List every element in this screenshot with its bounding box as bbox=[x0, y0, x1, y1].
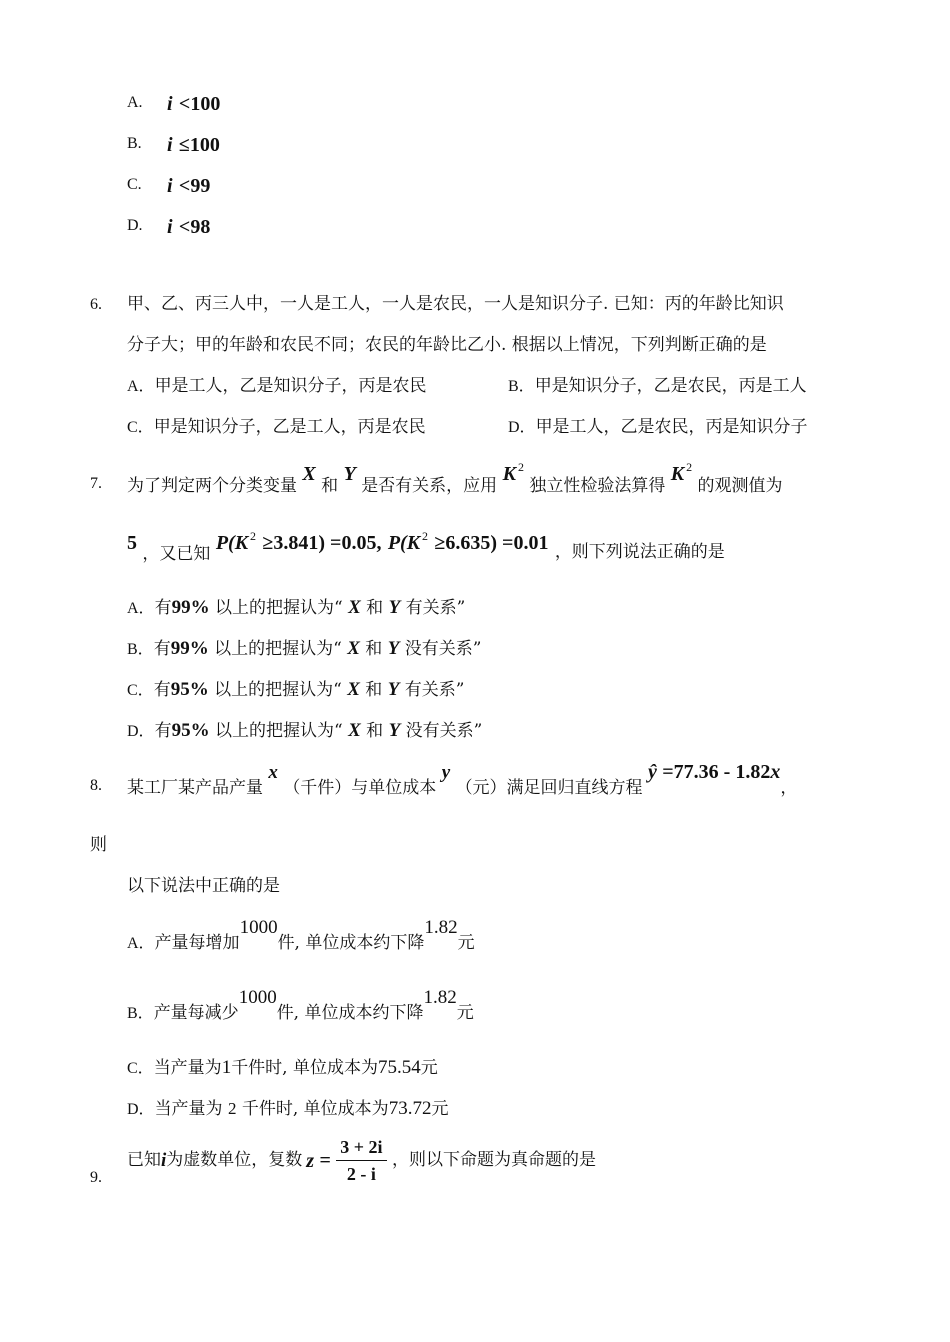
option-text: 有 bbox=[154, 721, 172, 741]
math-val: 1 bbox=[221, 1057, 232, 1078]
math-var: ŷ bbox=[647, 761, 657, 783]
option-text: 和 bbox=[365, 680, 383, 700]
q5-option-a bbox=[127, 94, 143, 111]
fraction-denominator: 2 - i bbox=[346, 1164, 376, 1184]
math-var: K bbox=[502, 463, 516, 485]
option-label: A． bbox=[127, 378, 155, 395]
math-sup: 2 bbox=[686, 460, 693, 474]
math-val: 99% bbox=[170, 638, 209, 659]
math-var: P( bbox=[215, 532, 235, 554]
q6-option-d bbox=[508, 419, 808, 436]
math-val: 2 bbox=[227, 1099, 237, 1118]
q5-option-d-expr bbox=[167, 216, 210, 237]
math-var: P( bbox=[387, 532, 407, 554]
q5-option-c bbox=[127, 176, 142, 193]
text: 独立性检验法算得 bbox=[529, 476, 666, 496]
option-text: 有 bbox=[153, 680, 171, 700]
math-val: 100 bbox=[190, 93, 221, 115]
math-var: x bbox=[268, 762, 278, 783]
q7-option-c bbox=[127, 680, 464, 699]
q7-stem-line2 bbox=[127, 529, 725, 564]
option-label: A． bbox=[127, 935, 155, 952]
option-label: D． bbox=[508, 419, 536, 436]
option-text: 和 bbox=[366, 598, 384, 618]
text: 为虚数单位，复数 bbox=[166, 1150, 303, 1170]
option-text: 以上的把握认为“ bbox=[214, 639, 342, 659]
math-var: i bbox=[167, 216, 173, 238]
math-val: =77.36 - 1.82 bbox=[662, 761, 771, 783]
option-label: C． bbox=[127, 419, 154, 436]
option-text: 甲是知识分子，乙是农民，丙是工人 bbox=[534, 376, 807, 396]
q8-number: 8. bbox=[90, 777, 102, 794]
math-val: ≥6.635) =0.01 bbox=[434, 532, 549, 554]
fraction bbox=[336, 1138, 386, 1183]
option-text: 件, 单位成本约下降 bbox=[276, 1003, 424, 1023]
text: （千件）与单位成本 bbox=[283, 778, 437, 798]
text: ， bbox=[780, 778, 798, 798]
q8-intro: 以下说法中正确的是 bbox=[127, 876, 280, 896]
text: （元）满足回归直线方程 bbox=[455, 778, 643, 798]
option-label: A. bbox=[127, 94, 143, 111]
q9-number: 9. bbox=[90, 1169, 102, 1186]
q6-option-a bbox=[127, 378, 427, 395]
math-var: y bbox=[441, 762, 451, 783]
math-var: X bbox=[347, 679, 360, 700]
q7-option-a bbox=[127, 598, 465, 617]
option-label: B． bbox=[127, 1005, 154, 1022]
math-var: i bbox=[167, 134, 173, 156]
math-sup: 2 bbox=[250, 529, 257, 543]
option-text: 有 bbox=[153, 639, 171, 659]
q8-stem-line1 bbox=[127, 761, 798, 798]
option-text: 元 bbox=[431, 1099, 449, 1119]
option-text: 元 bbox=[420, 1058, 438, 1078]
option-label: D. bbox=[127, 217, 143, 234]
math-rel: ≤ bbox=[178, 134, 190, 156]
q8-option-c bbox=[127, 1058, 438, 1077]
option-label: B． bbox=[127, 641, 154, 658]
math-var: i bbox=[167, 175, 173, 197]
option-text: 当产量为 bbox=[154, 1099, 223, 1119]
option-text: 元 bbox=[457, 933, 475, 953]
math-var: i bbox=[167, 93, 173, 115]
math-var: Y bbox=[387, 638, 400, 659]
option-text: 有关系” bbox=[404, 680, 465, 700]
math-var: X bbox=[348, 597, 361, 618]
q6-number: 6. bbox=[90, 296, 102, 313]
option-label: B． bbox=[508, 378, 535, 395]
option-text: 产量每减少 bbox=[153, 1003, 239, 1023]
q8-option-b bbox=[127, 987, 474, 1023]
option-text: 以上的把握认为“ bbox=[214, 721, 343, 741]
option-label: B. bbox=[127, 135, 142, 152]
option-text: 和 bbox=[366, 721, 384, 741]
q6-stem-line2: 分子大；甲的年龄和农民不同；农民的年龄比乙小. 根据以上情况，下列判断正确的是 bbox=[127, 335, 767, 355]
q8-then: 则 bbox=[90, 835, 107, 855]
option-label: A． bbox=[127, 600, 155, 617]
q5-option-c-expr bbox=[167, 175, 210, 196]
q7-stem-line1 bbox=[127, 460, 783, 496]
text: ，则以下命题为真命题的是 bbox=[391, 1150, 596, 1170]
math-val: ≥3.841) =0.05, bbox=[262, 532, 382, 554]
math-var: K bbox=[670, 463, 685, 485]
q7-number: 7. bbox=[90, 475, 102, 492]
option-label: C. bbox=[127, 176, 142, 193]
q5-option-a-expr bbox=[167, 93, 220, 114]
text: 为了判定两个分类变量 bbox=[127, 476, 297, 496]
math-rel: < bbox=[178, 216, 191, 238]
option-text: 千件时, 单位成本为 bbox=[231, 1058, 378, 1078]
option-label: C． bbox=[127, 682, 154, 699]
option-label: D． bbox=[127, 1101, 155, 1118]
math-val: 99 bbox=[190, 175, 211, 197]
math-val: 1000 bbox=[239, 917, 278, 938]
text: 是否有关系，应用 bbox=[361, 476, 498, 496]
text: 某工厂某产品产量 bbox=[127, 778, 263, 798]
q5-option-d bbox=[127, 217, 143, 234]
fraction-numerator: 3 + 2i bbox=[336, 1138, 386, 1161]
math-var: z bbox=[306, 1149, 315, 1172]
math-var: K bbox=[406, 532, 421, 554]
math-rel: < bbox=[178, 93, 191, 115]
q5-option-b-expr bbox=[167, 134, 220, 155]
q6-option-c bbox=[127, 419, 426, 436]
text: 和 bbox=[321, 476, 339, 496]
q8-option-d bbox=[127, 1099, 448, 1118]
q7-option-b bbox=[127, 639, 481, 658]
math-val: 100 bbox=[189, 134, 220, 156]
prob-expr-1 bbox=[216, 530, 388, 554]
q6-option-b bbox=[508, 378, 807, 395]
option-text: 有 bbox=[154, 598, 172, 618]
text: 已知 bbox=[127, 1150, 161, 1170]
option-text: 和 bbox=[365, 639, 383, 659]
option-text: 甲是知识分子，乙是工人，丙是农民 bbox=[153, 417, 426, 437]
option-text: 甲是工人，乙是农民，丙是知识分子 bbox=[535, 417, 808, 437]
option-text: 产量每增加 bbox=[154, 933, 240, 953]
option-text: 当产量为 bbox=[153, 1058, 222, 1078]
option-text: 以上的把握认为“ bbox=[214, 598, 343, 618]
math-var: X bbox=[347, 638, 360, 659]
option-text: 件, 单位成本约下降 bbox=[277, 933, 425, 953]
math-var: K bbox=[234, 532, 249, 554]
math-sup: 2 bbox=[517, 460, 524, 474]
q6-stem-line1: 甲、乙、丙三人中，一人是工人，一人是农民，一人是知识分子. 已知：丙的年龄比知识 bbox=[127, 294, 784, 314]
option-text: 没有关系” bbox=[404, 639, 482, 659]
text: 的观测值为 bbox=[697, 476, 783, 496]
math-val: 95% bbox=[170, 679, 209, 700]
math-rel: < bbox=[178, 175, 191, 197]
math-var: x bbox=[770, 761, 781, 783]
math-val: 5 bbox=[127, 532, 137, 554]
math-val: = bbox=[319, 1149, 331, 1172]
math-val: 75.54 bbox=[378, 1057, 421, 1078]
option-label: C． bbox=[127, 1060, 154, 1077]
prob-expr-2 bbox=[388, 530, 555, 554]
q9-stem bbox=[127, 1138, 596, 1183]
math-var: Y bbox=[343, 463, 356, 485]
math-val: 1000 bbox=[238, 987, 277, 1008]
math-val: 99% bbox=[171, 597, 210, 618]
math-var: X bbox=[302, 463, 316, 485]
math-val: 1.82 bbox=[424, 917, 458, 938]
math-var: Y bbox=[388, 597, 401, 618]
option-text: 没有关系” bbox=[405, 721, 483, 741]
text: ，则下列说法正确的是 bbox=[554, 542, 725, 562]
q7-option-d bbox=[127, 721, 482, 740]
option-text: 甲是工人，乙是知识分子，丙是农民 bbox=[154, 376, 427, 396]
q5-option-b bbox=[127, 135, 142, 152]
option-label: D． bbox=[127, 723, 155, 740]
math-val: 98 bbox=[190, 216, 211, 238]
math-sup: 2 bbox=[422, 529, 429, 543]
math-val: 95% bbox=[171, 720, 210, 741]
math-var: X bbox=[348, 720, 361, 741]
math-val: 1.82 bbox=[423, 987, 457, 1008]
text: ，又已知 bbox=[142, 544, 211, 564]
option-text: 元 bbox=[456, 1003, 474, 1023]
q8-option-a bbox=[127, 917, 475, 953]
math-var: Y bbox=[388, 720, 401, 741]
option-text: 有关系” bbox=[405, 598, 466, 618]
math-val: 73.72 bbox=[388, 1098, 432, 1119]
math-var: Y bbox=[387, 679, 400, 700]
option-text: 千件时, 单位成本为 bbox=[241, 1099, 389, 1119]
option-text: 以上的把握认为“ bbox=[214, 680, 342, 700]
math-var: i bbox=[161, 1150, 167, 1171]
